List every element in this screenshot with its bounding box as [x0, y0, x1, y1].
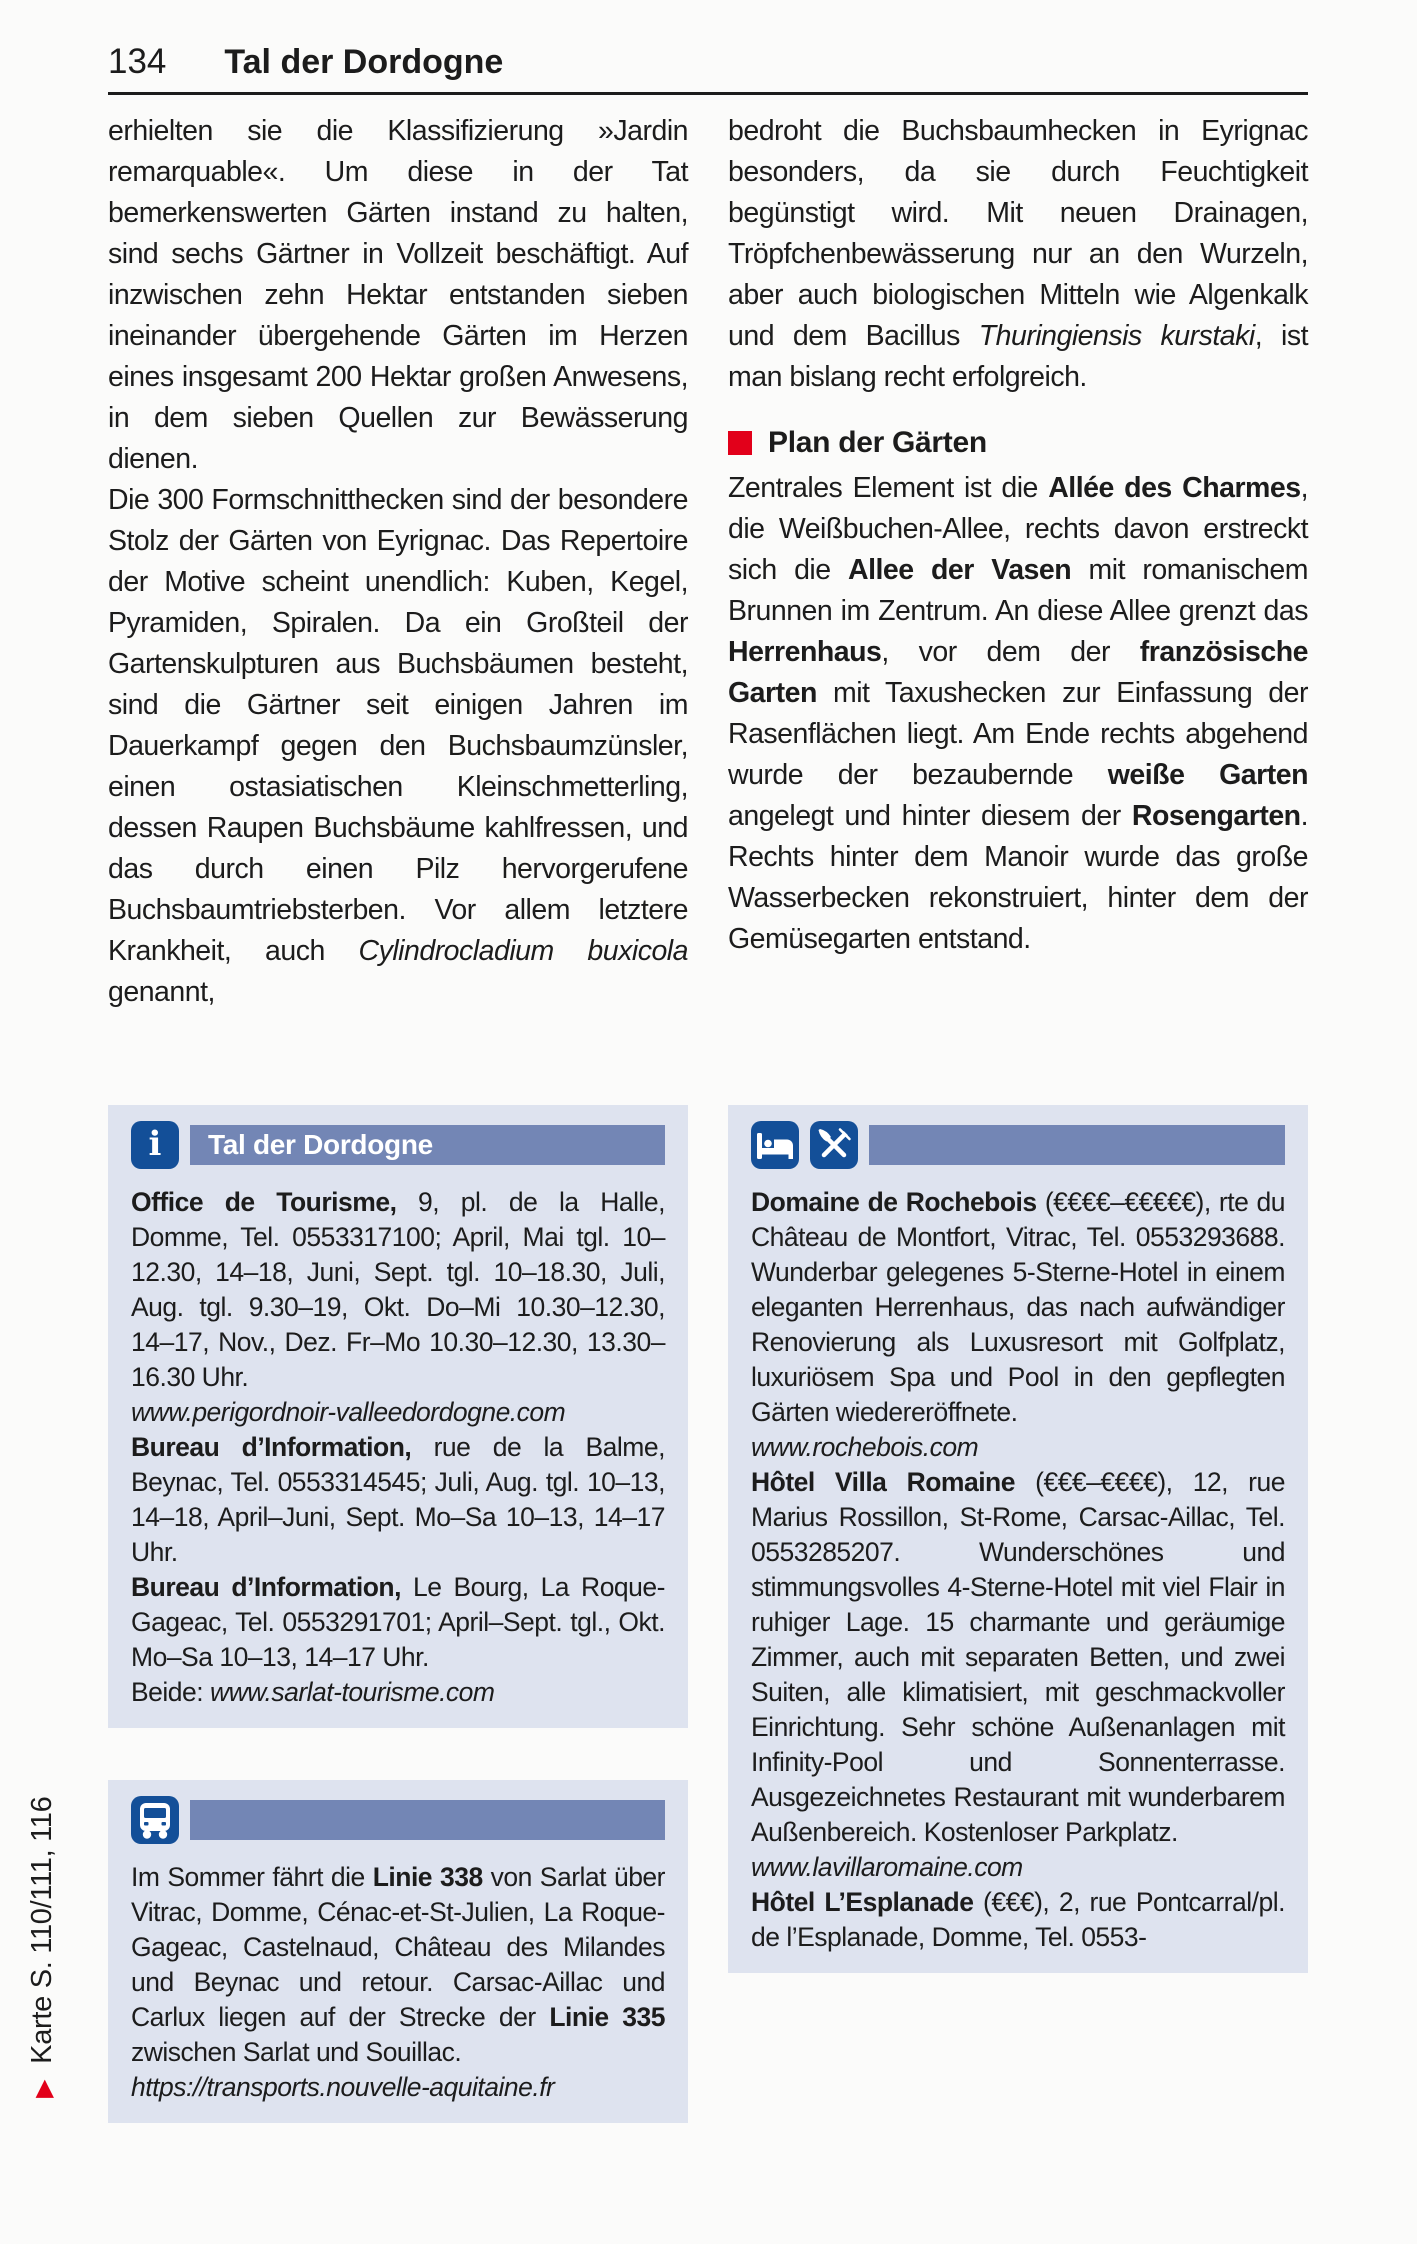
- info-icon: i: [131, 1121, 179, 1169]
- info-box-bus: [108, 1780, 688, 2123]
- paragraph: Die 300 Formschnitthecken sind der besondere Stolz der Gärten von Eyrignac. Das Repertoire der Motive scheint unendlich: Kuben, Kegel, Pyramiden, Spiralen. Da ein Großteil der Gartenskulpturen aus Buchsbäumen besteht, sind die Gärtner seit einigen Jahren im Dauerkampf gegen den Buchsbaumzünsler, einen ostasiatischen Kleinschmetterling, dessen Raupen Buchsbäume kahlfressen, und das durch einen Pilz hervorgerufene Buchsbaumtriebsterben. Vor allem letztere Krankheit, auch Cylindrocladium buxicola genannt,: [108, 484, 688, 1008]
- red-square-bullet-icon: [728, 431, 752, 455]
- paragraph: bedroht die Buchsbaumhecken in Eyrignac besonders, da sie durch Feuchtigkeit begünstigt wird. Mit neuen Drainagen, Tröpfchenbewässerung nur an den Wurzeln, aber auch biologischen Mitteln wie Algenkalk und dem Bacillus Thuringiensis kurstaki, ist man bislang recht erfolgreich.: [728, 115, 1309, 393]
- bus-info-entry: Im Sommer fährt die Linie 338 von Sarlat über Vitrac, Domme, Cénac-et-St-Julien, La Roque-Gageac, Castelnaud, Château des Milandes und Beynac und retour. Carsac-Aillac und Carlux liegen auf der Strecke der Linie 335 zwischen Sarlat und Souillac.: [131, 1862, 665, 2067]
- section-heading-text: Plan der Gärten: [768, 426, 987, 459]
- bed-icon: [751, 1121, 799, 1169]
- margin-note: [26, 1797, 59, 2098]
- info-box-hotels-header: [751, 1121, 1285, 1169]
- header-rule: [108, 92, 1308, 95]
- poi-entry: Office de Tourisme, 9, pl. de la Halle, Domme, Tel. 0553317100; April, Mai tgl. 10–12.30, 14–18, Juni, Sept. tgl. 10–18.30, Juli, Aug. tgl. 9.30–19, Okt. Do–Mi 10.30–12.30, 14–17, Nov., Dez. Fr–Mo 10.30–12.30, 13.30–16.30 Uhr.: [131, 1187, 665, 1392]
- info-box-bus-body: [131, 1860, 665, 2105]
- page-number: 134: [108, 42, 167, 81]
- info-box-title-bar-empty: [190, 1800, 665, 1840]
- hotel-entry: Hôtel L’Esplanade (€€€), 2, rue Pontcarral/pl. de l’Esplanade, Domme, Tel. 0553-: [751, 1887, 1285, 1952]
- map-marker-triangle: ▶: [30, 2079, 57, 2098]
- info-box-tourism: [108, 1105, 688, 1728]
- url-line: www.perigordnoir-valleedordogne.com: [131, 1397, 566, 1427]
- info-box-hotels: [728, 1105, 1308, 1973]
- section-heading: [728, 426, 1308, 460]
- two-column-layout: [108, 111, 1308, 2231]
- poi-entry: Bureau d’Information, Le Bourg, La Roque-Gageac, Tel. 0553291701; April–Sept. tgl., Okt. Mo–Sa 10–13, 14–17 Uhr.: [131, 1572, 665, 1672]
- info-box-hotels-body: [751, 1185, 1285, 1955]
- url-line: www.rochebois.com: [751, 1432, 979, 1462]
- left-column: [108, 111, 688, 1013]
- right-column: [728, 111, 1308, 960]
- info-box-tourism-header: [131, 1121, 665, 1169]
- info-box-title: Tal der Dordogne: [208, 1129, 433, 1160]
- paragraph: Zentrales Element ist die Allée des Charmes, die Weißbuchen-Allee, rechts davon erstreckt sich die Allee der Vasen mit romanischem Brunnen im Zentrum. An diese Allee grenzt das Herrenhaus, vor dem der französische Garten mit Taxushecken zur Einfassung der Rasenflächen liegt. Am Ende rechts abgehend wurde der bezaubernde weiße Garten angelegt und hinter diesem der Rosengarten. Rechts hinter dem Manoir wurde das große Wasserbecken rekonstruiert, hinter dem der Gemüsegarten entstand.: [728, 472, 1309, 955]
- url-line: https://transports.nouvelle-aquitaine.fr: [131, 2072, 555, 2102]
- paragraph: erhielten sie die Klassifizierung »Jardin remarquable«. Um diese in der Tat bemerkenswerten Gärten instand zu halten, sind sechs Gärtner in Vollzeit beschäftigt. Auf inzwischen zehn Hektar entstanden sieben ineinander übergehende Gärten im Herzen eines insgesamt 200 Hektar großen Anwesens, in dem sieben Quellen zur Bewässerung dienen.: [108, 115, 688, 475]
- url-line: Beide: www.sarlat-tourisme.com: [131, 1677, 495, 1707]
- bus-icon: [131, 1796, 179, 1844]
- margin-note-text: Karte S. 110/111, 116: [26, 1796, 58, 2064]
- poi-entry: Bureau d’Information, rue de la Balme, Beynac, Tel. 0553314545; Juli, Aug. tgl. 10–13, 14–18, April–Juni, Sept. Mo–Sa 10–13, 14–17 Uhr.: [131, 1432, 665, 1567]
- page-content: [108, 42, 1308, 2231]
- info-box-bus-header: [131, 1796, 665, 1844]
- hotel-entry: Hôtel Villa Romaine (€€€–€€€€), 12, rue Marius Rossillon, St-Rome, Carsac-Aillac, Tel. 0553285207. Wunderschönes und stimmungsvolles 4-Sterne-Hotel mit viel Flair in ruhiger Lage. 15 charmante und geräumige Zimmer, auch mit separaten Betten, und zwei Suiten, alle klimatisiert, mit geschmackvoller Einrichtung. Sehr schöne Außenanlagen mit Infinity-Pool und Sonnenterrasse. Ausgezeichnetes Restaurant mit wunderbarem Außenbereich. Kostenloser Parkplatz.: [751, 1467, 1285, 1847]
- page-title: Tal der Dordogne: [224, 43, 504, 81]
- hotel-entry: Domaine de Rochebois (€€€€–€€€€€), rte du Château de Montfort, Vitrac, Tel. 0553293688. Wunderbar gelegenes 5-Sterne-Hotel in einem eleganten Herrenhaus, das nach aufwändiger Renovierung als Luxusresort mit Golfplatz, luxuriösem Spa und Pool in den gepflegten Gärten wiedereröffnete.: [751, 1187, 1286, 1427]
- page-header: [108, 42, 1308, 82]
- url-line: www.lavillaromaine.com: [751, 1852, 1023, 1882]
- info-box-title-bar-empty: [869, 1125, 1285, 1165]
- fork-knife-icon: [810, 1121, 858, 1169]
- info-box-title-bar: [190, 1125, 665, 1165]
- info-box-tourism-body: [131, 1185, 665, 1710]
